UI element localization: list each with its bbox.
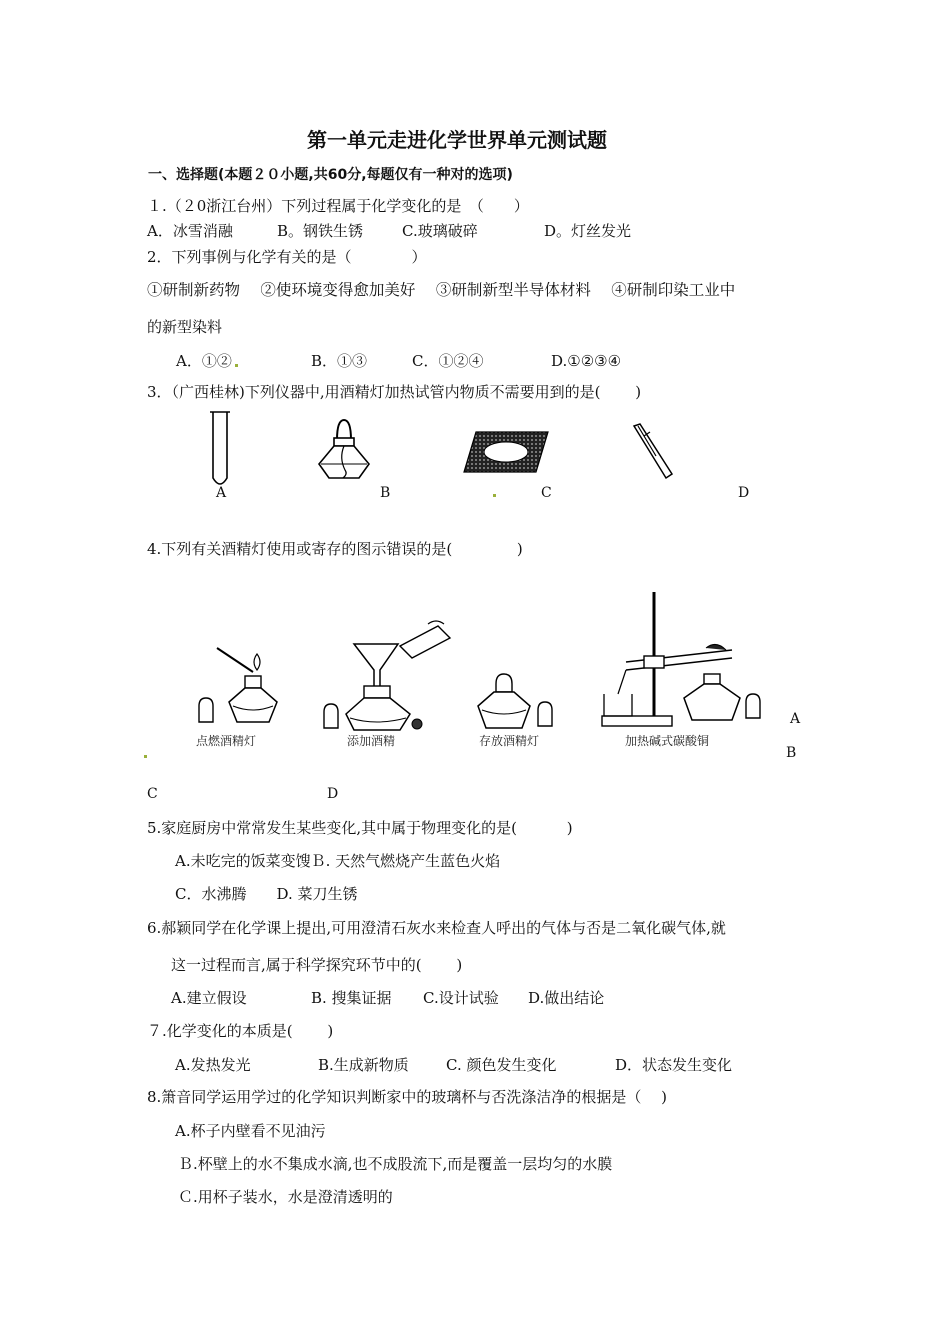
question-8-option-c: Ｃ.用杯子装水，水是澄清透明的 bbox=[178, 1188, 393, 1206]
question-3-label-a: A bbox=[216, 485, 227, 501]
question-4-label-d: D bbox=[327, 786, 339, 802]
question-1-option-a: A．冰雪消融 bbox=[147, 222, 233, 240]
scan-speck bbox=[144, 755, 147, 758]
caption-heating-setup: 加热碱式碳酸铜 bbox=[625, 734, 710, 748]
question-2-option-b: B．①③ bbox=[311, 352, 383, 370]
lighting-lamp-figure bbox=[193, 640, 283, 730]
alcohol-lamp-figure bbox=[315, 412, 373, 484]
question-4-label-b: B bbox=[786, 745, 797, 761]
page-title: 第一单元走进化学世界单元测试题 bbox=[307, 128, 607, 152]
question-1-option-c: C.玻璃破碎 bbox=[402, 222, 478, 240]
question-6-option-d: D.做出结论 bbox=[528, 989, 605, 1007]
question-3-stem: 3．（广西桂林)下列仪器中,用酒精灯加热试管内物质不需要用到的是( ) bbox=[147, 383, 642, 401]
question-6-stem-line2: 这一过程而言,属于科学探究环节中的( ) bbox=[171, 956, 463, 974]
question-2-statement-line1: ①研制新药物 ②使环境变得愈加美好 ③研制新型半导体材料 ④研制印染工业中 bbox=[147, 281, 736, 299]
question-7-option-d: D．状态发生变化 bbox=[615, 1056, 733, 1074]
test-tube-holder-figure bbox=[630, 422, 674, 484]
test-tube-figure bbox=[205, 410, 235, 490]
heating-setup-figure bbox=[596, 590, 766, 730]
caption-adding-alcohol: 添加酒精 bbox=[347, 734, 396, 748]
question-6-option-a: A.建立假设 bbox=[171, 989, 247, 1007]
question-2-option-d: D.①②③④ bbox=[551, 352, 622, 370]
question-8-option-a: A.杯子内壁看不见油污 bbox=[175, 1122, 326, 1140]
question-6-option-b: B. 搜集证据 bbox=[311, 989, 392, 1007]
question-5-stem: 5.家庭厨房中常常发生某些变化,其中属于物理变化的是( ) bbox=[147, 819, 573, 837]
question-7-stem: ７.化学变化的本质是( ) bbox=[147, 1022, 334, 1040]
wire-gauze-figure bbox=[462, 430, 550, 474]
question-2-option-c: C．①②④ bbox=[412, 352, 514, 370]
question-7-option-b: B.生成新物质 bbox=[318, 1056, 409, 1074]
caption-storing-lamp: 存放酒精灯 bbox=[479, 734, 540, 748]
question-2-stem: 2．下列事例与化学有关的是（ ） bbox=[147, 248, 427, 266]
question-8-stem: 8.箫音同学运用学过的化学知识判断家中的玻璃杯与否洗涤洁净的根据是（ ) bbox=[147, 1088, 667, 1106]
question-7-option-a: A.发热发光 bbox=[175, 1056, 251, 1074]
scan-speck bbox=[235, 364, 238, 367]
question-3-label-d: D bbox=[738, 485, 750, 501]
question-2-option-a: A．①② bbox=[176, 352, 232, 370]
adding-alcohol-figure bbox=[320, 618, 460, 733]
question-8-option-b: Ｂ.杯壁上的水不集成水滴,也不成股流下,而是覆盖一层均匀的水膜 bbox=[178, 1155, 613, 1173]
question-6-option-c: C.设计试验 bbox=[423, 989, 499, 1007]
scan-speck bbox=[493, 494, 496, 497]
question-1-option-b: B。钢铁生锈 bbox=[277, 222, 364, 240]
question-4-label-a: A bbox=[790, 711, 801, 727]
question-3-label-c: C bbox=[541, 485, 552, 501]
question-6-stem-line1: 6.郝颖同学在化学课上提出,可用澄清石灰水来检查人呼出的气体与否是二氧化碳气体,就 bbox=[147, 919, 726, 937]
question-7-option-c: C. 颜色发生变化 bbox=[446, 1056, 557, 1074]
section-heading: 一、选择题(本题２０小题,共60分,每题仅有一种对的选项) bbox=[148, 167, 513, 183]
question-5-options-ab: A.未吃完的饭菜变馊Ｂ. 天然气燃烧产生蓝色火焰 bbox=[175, 852, 501, 870]
storing-lamp-figure bbox=[472, 672, 562, 732]
question-2-statement-line2: 的新型染料 bbox=[147, 318, 223, 336]
question-4-label-c: C bbox=[147, 786, 158, 802]
question-3-label-b: B bbox=[380, 485, 391, 501]
caption-lighting-lamp: 点燃酒精灯 bbox=[196, 734, 257, 748]
question-4-stem: 4.下列有关酒精灯使用或寄存的图示错误的是( ) bbox=[147, 540, 523, 558]
question-5-options-cd: C．水沸腾 D. 菜刀生锈 bbox=[175, 885, 358, 903]
question-1-option-d: D。灯丝发光 bbox=[544, 222, 632, 240]
question-1-stem: １.（２0浙江台州）下列过程属于化学变化的是 （ ） bbox=[147, 197, 529, 215]
